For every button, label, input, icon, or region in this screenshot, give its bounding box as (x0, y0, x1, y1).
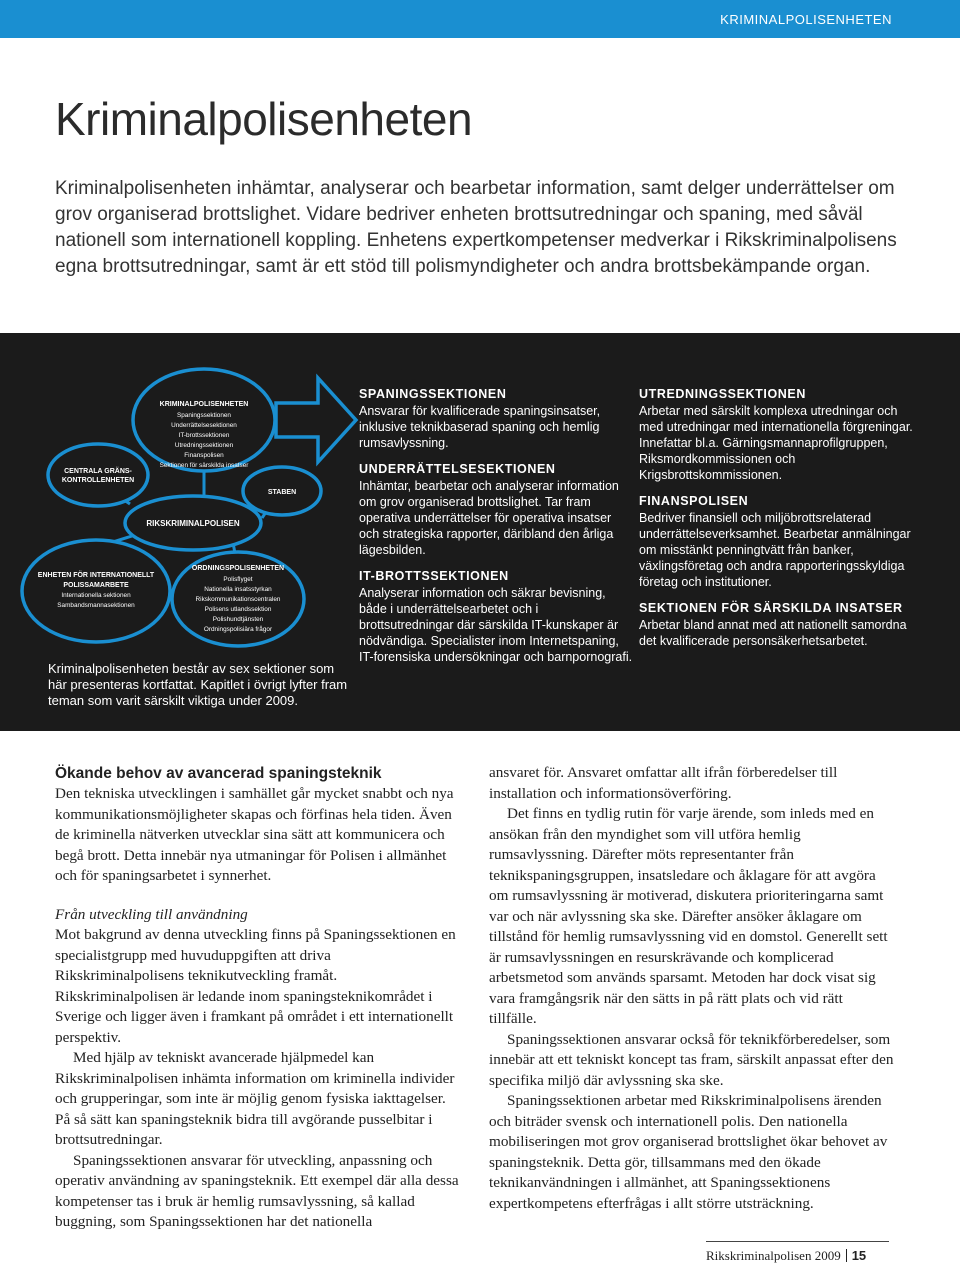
ops-item: Polisens utlandssektion (204, 606, 272, 613)
section-title: SPANINGSSEKTIONEN (359, 387, 507, 401)
kpe-item: Utredningssektionen (174, 442, 234, 449)
article-column-left (55, 763, 460, 1233)
rkp-label: RIKSKRIMINALPOLISEN (146, 519, 240, 528)
kpe-item: Spaningssektionen (176, 412, 232, 419)
section-title: SEKTIONEN FÖR SÄRSKILDA INSATSER (639, 601, 903, 615)
kpe-item: Finanspolisen (184, 452, 224, 459)
page-number: 15 (851, 1248, 867, 1263)
article-subheading: Från utveckling till användning (55, 905, 248, 923)
article-paragraph: Spaningssektionen ansvarar också för teknikförberedelser, som innebär att ett tekniskt koncept tas fram, särskilt anpassat efter den specifika miljö där avlyssning ska ske. (489, 1030, 894, 1089)
section-body: Bedriver finansiell och miljöbrottsrelaterad underrättelseverksamhet. Bearbetar anmälningar om misstänkt penningtvätt från banker, växlingsföretag och andra rapporteringsskyldiga företag och institutioner. (639, 511, 911, 589)
diagram-caption: Kriminalpolisenheten består av sex sektioner som här presenteras kortfattat. Kapitlet i övrigt lyfter fram teman som varit särskilt viktiga under 2009. (48, 661, 348, 708)
eip-item: Internationella sektionen (61, 592, 131, 599)
cgk-title-line2: KONTROLLENHETEN (61, 477, 135, 484)
eip-item: Sambandsmannasektionen (57, 602, 135, 609)
section-body: Ansvarar för kvalificerade spaningsinsatser, inklusive teknikbaserad spaning och hemlig rumsavlyssning. (359, 404, 601, 450)
kpe-item: Underrättelsesektionen (171, 422, 237, 429)
section-title: UNDERRÄTTELSESEKTIONEN (359, 462, 556, 476)
ops-item: Polishundtjänsten (212, 616, 264, 623)
page-footer (706, 1248, 866, 1264)
section-title: IT-BROTTSSEKTIONEN (359, 569, 509, 583)
ops-item: Rikskommunikationscentralen (195, 596, 281, 603)
eip-title-line2: POLISSAMARBETE (63, 582, 129, 589)
eip-title-line1: ENHETEN FÖR INTERNATIONELLT (37, 572, 155, 579)
circle-internationellt-polissamarbete (22, 540, 170, 642)
article-paragraph: Spaningssektionen arbetar med Rikskriminalpolisens ärenden och biträder svensk och internationell polis. Den nationella mobiliseringen mot grov organiserad brottslighet ökar behovet av spaningsteknik. Detta gör, tillsammans med den ökade teknikanvändningen i allmänhet, att Spaningssektionens expertkompetens efterfrågas i allt större utsträckning. (489, 1092, 888, 1212)
section-body: Arbetar med särskilt komplexa utredningar och med utredningar med internationella förgreningar. Innefattar bl.a. Gärningsmannaprofilgruppen, Riksmordkommissionen och Krigsbrottskommissionen. (639, 404, 913, 482)
section-header-label: KRIMINALPOLISENHETEN (720, 12, 892, 27)
circle-centrala-granskontrollenheten (48, 444, 148, 506)
article-paragraph: Med hjälp av tekniskt avancerade hjälpmedel kan Rikskriminalpolisen inhämta information om kriminella individer och grupperingar, som inte är möjlig genom fysiska iakttagelser. På så sätt kan spaningsteknik bidra till avgörande pusselbitar i brottsutredningar. (55, 1049, 455, 1148)
header-bar (0, 0, 960, 38)
article-column-right (489, 763, 894, 1214)
intro-paragraph: Kriminalpolisenheten inhämtar, analyserar och bearbetar information, samt delger underrättelser om grov organiserad brottslighet. Vidare bedriver enheten brottsutredningar och spaning, med såväl nationell som internationell koppling. Enhetens expertkompetenser medverkar i Rikskriminalpolisens egna brottsutredningar, samt är ett stöd till polismyndigheter och andra brottsbekämpande organ. (55, 178, 897, 277)
section-body: Arbetar bland annat med att nationellt samordna det kvalificerade personsäkerhetsarbetet. (639, 618, 907, 648)
page-title: Kriminalpolisenheten (55, 93, 473, 145)
article-paragraph: Det finns en tydlig rutin för varje ärende, som inleds med en ansökan från den myndighet som vill utföra hemlig rumsavlyssning. Därefter möts representanter från teknikspaningsgruppen, insatsledare och åklagare för att avgöra om rumsavlyssning är motiverad, diskutera prioriteringarna samt var och när avlyssning ska ske. Därefter ansöker åklagare om tillstånd för hemlig rumsavlyssning vid en domstol. Generellt sett är rumsavlyssningen en resurskrävande och komplicerad arbetsmetod som används sparsamt. Metoden har dock visat sig vara framgångsrik när den sätts in på rätt plats och vid rätt tillfälle. (489, 805, 888, 1027)
sections-column-1 (359, 386, 634, 675)
organisation-panel (0, 333, 960, 731)
kpe-item: IT-brottssektionen (178, 432, 230, 439)
article-paragraph: Mot bakgrund av denna utveckling finns på Spaningssektionen en specialistgrupp med huvuduppgiften att driva Rikskriminalpolisens teknikutveckling framåt. Rikskriminalpolisen är ledande inom spaningsteknikområdet i Sverige och ligger även i framkant på området i ett internationellt perspektiv. (55, 926, 456, 1046)
footer-rule (706, 1241, 889, 1242)
section-title: FINANSPOLISEN (639, 494, 749, 508)
section-body: Analyserar information och säkrar bevisning, både i underrättelsearbetet och i brottsutredningar där särskilda IT-kunskaper är nödvändiga. Specialister inom Internetspaning, IT-forensiska undersökningar och barnpornografi. (359, 586, 633, 664)
ops-item: Nationella insatsstyrkan (204, 586, 272, 593)
article-paragraph: Den tekniska utvecklingen i samhället går mycket snabbt och nya kommunikationsmöjligheter skapas och förfinas hela tiden. Även de kriminella nätverken utvecklar sina sätt att kommunicera och begå brott. Detta innebär nya utmaningar för Polisen i allmänhet och för spaningsarbetet i synnerhet. (55, 785, 454, 884)
footer-separator (846, 1249, 847, 1262)
staben-label: STABEN (267, 489, 297, 496)
article-heading: Ökande behov av avancerad spaningsteknik (55, 765, 382, 782)
kpe-title: KRIMINALPOLISENHETEN (159, 401, 249, 408)
publication-name: Rikskriminalpolisen 2009 (706, 1248, 841, 1263)
section-body: Inhämtar, bearbetar och analyserar information om grov organiserad brottslighet. Tar fram operativa underrättelser för operativa insatser och strategiska rapporter, däribland den årliga lägesbilden. (359, 479, 619, 557)
article-paragraph: ansvaret för. Ansvaret omfattar allt ifrån förberedelser till installation och informationsöverföring. (489, 764, 838, 802)
ops-item: Ordningspolisiära frågor (203, 626, 273, 633)
ops-title: ORDNINGSPOLISENHETEN (191, 565, 285, 572)
ops-item: Polisflyget (223, 576, 253, 583)
kpe-item: Sektionen för särskilda insatser (159, 462, 249, 469)
arrow-icon (276, 378, 356, 462)
sections-column-2 (639, 386, 914, 659)
article-paragraph: Spaningssektionen ansvarar för utveckling, anpassning och operativ användning av spaningsteknik. Ett exempel där alla dessa kompetenser tas i bruk är hemlig rumsavlyssning, så kallad buggning, som Spaningssektionen har det nationella (55, 1151, 459, 1230)
section-title: UTREDNINGSSEKTIONEN (639, 387, 806, 401)
cgk-title-line1: CENTRALA GRÄNS- (64, 468, 132, 475)
